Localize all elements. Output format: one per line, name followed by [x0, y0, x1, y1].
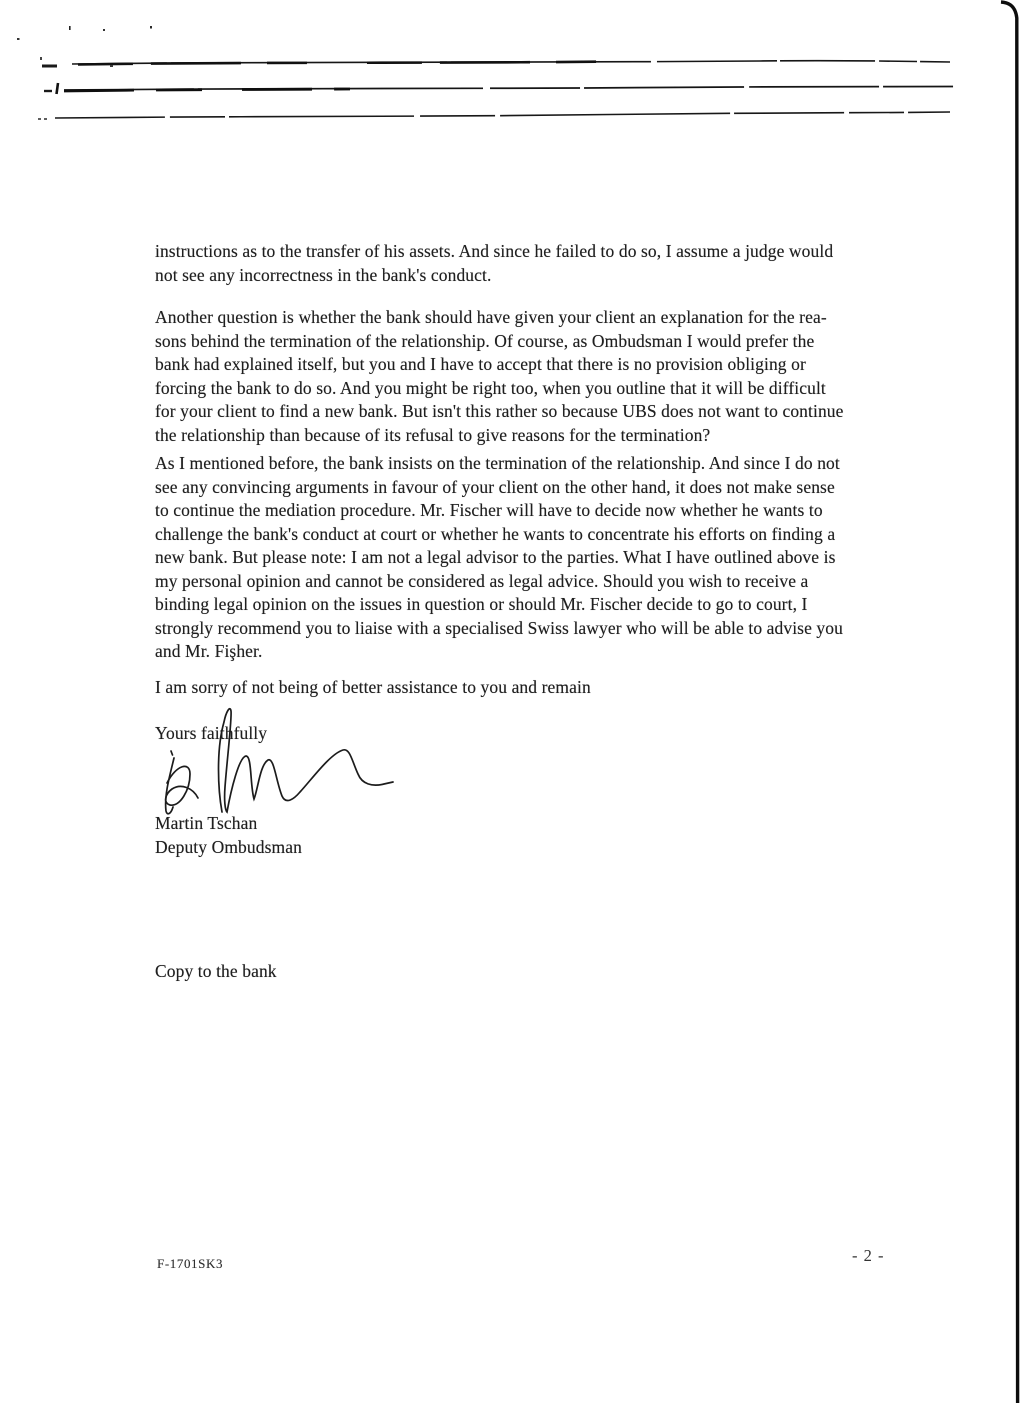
scan-speck [103, 29, 105, 31]
text-line: strongly recommend you to liaise with a specialised Swiss lawyer who will be able to advise you [155, 617, 843, 638]
scan-speck [17, 38, 20, 40]
text-line: instructions as to the transfer of his assets. And since he failed to do so, I assume a judge would [155, 241, 834, 261]
text-line: I am sorry of not being of better assistance to you and remain [155, 677, 591, 697]
scan-streak-3 [55, 112, 950, 118]
text-line: my personal opinion and cannot be considered as legal advice. Should you wish to receive a [155, 570, 809, 591]
text-line: see any convincing arguments in favour of your client on the other hand, it does not make sense [155, 476, 835, 497]
paragraph-2 [155, 306, 895, 447]
footer-doc-code: F-1701SK3 [157, 1256, 224, 1271]
handwritten-signature [150, 695, 410, 825]
text-line: bank had explained itself, but you and I have to accept that there is no provision obliging or [155, 354, 806, 374]
scan-speck [110, 65, 113, 67]
text-line: Copy to the bank [155, 961, 277, 981]
scan-speck [150, 26, 152, 29]
page-edge-line [1001, 2, 1018, 1403]
paragraph-3 [155, 452, 895, 664]
scan-streak-tick-2 [57, 83, 59, 94]
text-line: for your client to find a new bank. But isn't this rather so because UBS does not want to continue [155, 401, 844, 421]
text-line: the relationship than because of its refusal to give reasons for the termination? [155, 424, 711, 445]
text-line: challenge the bank's conduct at court or whether he wants to concentrate his efforts on finding a [155, 523, 836, 544]
scan-speck [69, 26, 71, 30]
signature-stroke [171, 751, 173, 755]
text-line: new bank. But please note: I am not a legal advisor to the parties. What I have outlined above is [155, 547, 836, 567]
text-line: As I mentioned before, the bank insists on the termination of the relationship. And since I do not [155, 453, 840, 473]
text-line: not see any incorrectness in the bank's conduct. [155, 264, 492, 285]
text-line: binding legal opinion on the issues in question or should Mr. Fischer decide to go to court, I [155, 594, 808, 614]
signatory-name: Martin Tschan [155, 813, 258, 833]
text-line: to continue the mediation procedure. Mr. Fischer will have to decide now whether he wants to [155, 500, 823, 520]
footer-page-number: - 2 - [852, 1246, 885, 1265]
signatory-title: Deputy Ombudsman [155, 836, 302, 857]
text-line: Yours faithfully [155, 723, 268, 743]
text-line: and Mr. Fişher. [155, 641, 263, 661]
text-line: Another question is whether the bank should have given your client an explanation for the rea- [155, 307, 827, 327]
text-line: sons behind the termination of the relationship. Of course, as Ombudsman I would prefer the [155, 330, 815, 351]
signatory [155, 812, 895, 859]
text-line: forcing the bank to do so. And you might be right too, when you outline that it will be difficult [155, 377, 826, 398]
signature-stroke [219, 709, 394, 812]
scan-speck [40, 57, 42, 60]
paragraph-1 [155, 240, 895, 287]
cc-note [155, 960, 895, 984]
